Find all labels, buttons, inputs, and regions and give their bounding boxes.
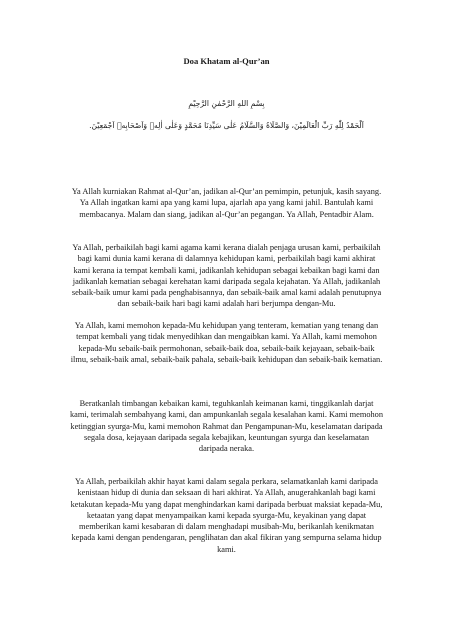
paragraph-5: Ya Allah, perbaikilah akhir hayat kami dalam segala perkara, selamatkanlah kami daripada kenistaan hidup di dunia dan seksaan di hari akhirat. Ya Allah, anugerahkanlah bagi kami ketakutan kepada-Mu yang dapat menghindarkan kami daripada berbuat maksiat kepada-Mu, ketaatan yang dapat menyampaikan kami kepada syurga-Mu, keyakinan yang dapat memberikan kami kesabaran di dalam menghadapi musibah-Mu, berikanlah kenikmatan kepada kami dengan pendengaran, penglihatan dan akal fikiran yang sempurna selama hidup kami.: [70, 477, 383, 554]
paragraph-2: Ya Allah, perbaikilah bagi kami agama kami kerana dialah penjaga urusan kami, perbaikilah bagi kami dunia kami kerana di dalamnya kehidupan kami, perbaikilah bagi kami akhirat kami kerana ia tempat kembali kami, jadikanlah kehidupan sebagai kebaikan bagi kami dan jadikanlah kematian sebagai kerehatan kami daripada segala kejahatan. Ya Allah, jadikanlah sebaik-baik umur kami pada penghabisannya, dan sebaik-baik amal kami adalah penutupnya dan sebaik-baik hari bagi kami adalah hari berjumpa dengan-Mu.: [71, 243, 382, 309]
paragraph-3: Ya Allah, kami memohon kepada-Mu kehidupan yang tenteram, kematian yang tenang dan tempat kembali yang tidak menyedihkan dan mengaibkan kami. Ya Allah, kami memohon kepada-Mu sebaik-baik permohonan, sebaik-baik doa, sebaik-baik kejayaan, sebaik-baik ilmu, sebaik-baik amal, sebaik-baik pahala, sebaik-baik kehidupan dan sebaik-baik kematian.: [70, 321, 383, 364]
paragraph-4: Beratkanlah timbangan kebaikan kami, teguhkanlah keimanan kami, tinggikanlah darjat kami, terimalah sembahyang kami, dan ampunkanlah segala kesalahan kami. Kami memohon ketinggian syurga-Mu, kami memohon Rahmat dan Pengampunan-Mu, keselamatan daripada segala dosa, kejayaan daripada segala kebajikan, keuntungan syurga dan keselamatan daripada neraka.: [69, 399, 384, 454]
paragraph-1: Ya Allah kurniakan Rahmat al-Qur’an, jadikan al-Qur’an pemimpin, petunjuk, kasih sayang. Ya Allah ingatkan kami apa yang kami lupa, ajarlah apa yang kami jahil. Bantulah kami membacanya. Malam dan siang, jadikan al-Qur’an pegangan. Ya Allah, Pentadbir Alam.: [71, 187, 382, 219]
arabic-hamdalah: اَلْحَمْدُ لِلّٰهِ رَبِّ الْعَالَمِيْنَ، وَالصَّلَاةُ وَالسَّلَامُ عَلٰى سَيِّدِنَا مُحَمَّدٍ وَعَلٰى اٰلِهٖ وَاَصْحَابِهٖ اَجْمَعِيْنَ.: [89, 121, 364, 130]
arabic-basmala: بِسْمِ اللهِ الرَّحْمٰنِ الرَّحِيْمِ: [188, 99, 265, 108]
page-title: Doa Khatam al-Qur’an: [183, 56, 270, 66]
